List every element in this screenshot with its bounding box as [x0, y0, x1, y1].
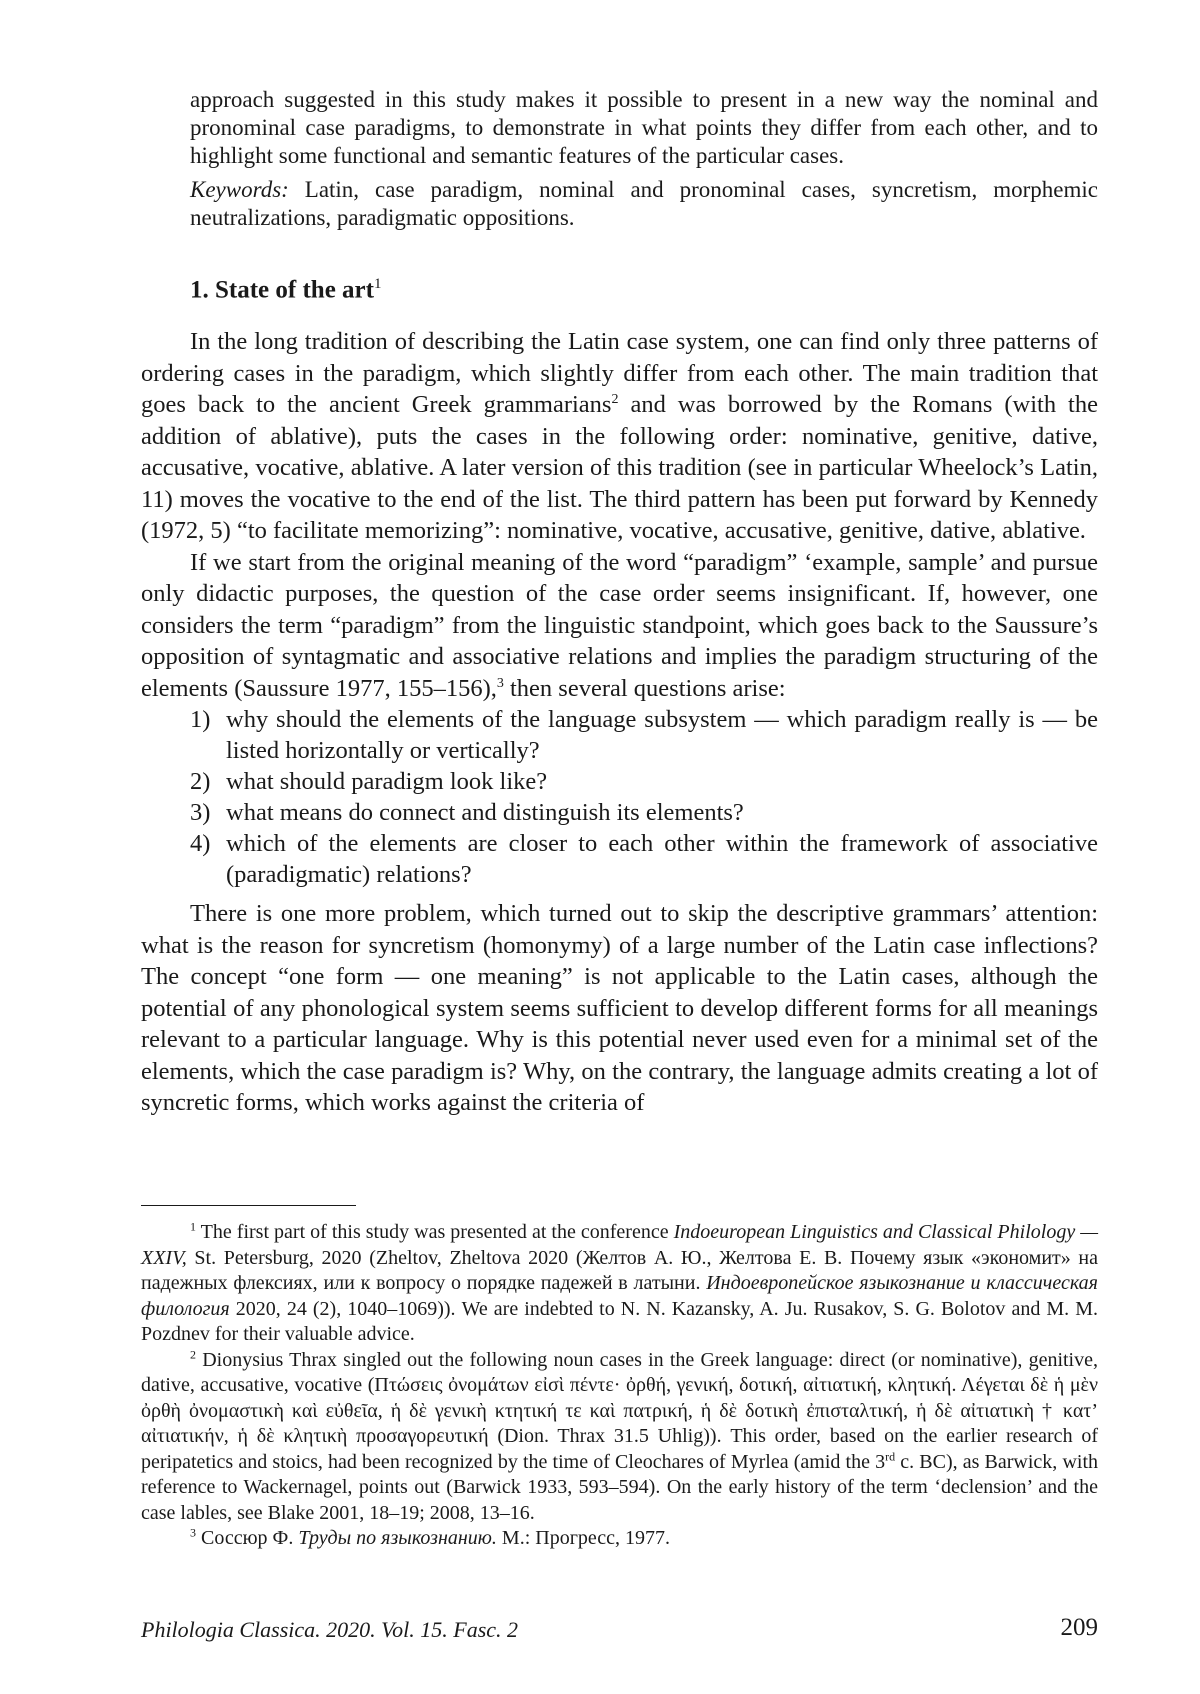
footnote-1	[141, 1220, 1098, 1348]
list-item	[141, 828, 1098, 890]
footnote-2-text-b: c. BC), as Barwick, with reference to Wackernagel, points out (Barwick 1933, 593–594). On the early history of the term ‘declension’ and the case lables, see Blake 2001, 18–19; 2008, 13–16.	[141, 1450, 1099, 1524]
list-item-text: what should paradigm look like?	[226, 768, 548, 795]
keywords-label: Keywords:	[190, 177, 289, 202]
footnote-2-ordinal: rd	[885, 1448, 896, 1463]
paragraph-1-part-a: In the long tradition of describing the Latin case system, one can find only three patterns of ordering cases in the paradigm, which slightly differ from each other. The main tradition that goes back to the ancient Greek grammarians	[141, 328, 1098, 418]
list-item-number: 1)	[190, 706, 211, 733]
footnote-1-text-b: St. Petersburg, 2020 (Zheltov, Zheltova 2020 (Желтов А. Ю., Желтова Е. В. Почему язык «экономит» на падежных флексиях, или к вопросу о порядке падежей в латыни.	[141, 1246, 1098, 1294]
list-item-text: what means do connect and distinguish its elements?	[226, 799, 744, 826]
footnote-3-text-b: М.: Прогресс, 1977.	[496, 1527, 671, 1549]
footnote-mark-3: 3	[190, 1525, 196, 1540]
section-heading	[190, 276, 381, 304]
journal-footer: Philologia Classica. 2020. Vol. 15. Fasc. 2	[141, 1617, 519, 1642]
list-item	[141, 797, 1098, 828]
footnote-3-text-a: Соссюр Ф.	[196, 1527, 299, 1549]
footnotes	[141, 1220, 1098, 1552]
footnote-2-text-a: Dionysius Thrax singled out the following noun cases in the Greek language: direct (or nominative), genitive, dative, accusative, vocative (Πτώσεις ὀνομάτων εἰσὶ πέντε· ὀρθή, γενική, δοτική, αἰτιατική, κλητική. Λέγεται δὲ ἡ μὲν ὀρθὴ ὀνομαστικὴ καὶ εὐθεῖα, ἡ δὲ γενικὴ κτητική τε καὶ πατρική, ἡ δὲ δοτικὴ ἐπισταλτική, ἡ δὲ αἰτιατικὴ † κατ’ αἰτιατικήν, ἡ δὲ κλητικὴ προσαγορευτική (Dion. Thrax 31.5 Uhlig)). This order, based on the earlier research of peripatetics and stoics, had been recognized by the time of Cleochares of Myrlea (amid the 3	[141, 1348, 1098, 1473]
paragraph-1-part-b: and was borrowed by the Romans (with the addition of ablative), puts the cases in the following order: nominative, genitive, dative, accusative, vocative, ablative. A later version of this tradition (see in particular Wheelock’s Latin, 11) moves the vocative to the end of the list. The third pattern has been put forward by Kennedy (1972, 5) “to facilitate memorizing”: nominative, vocative, accusative, genitive, dative, ablative.	[141, 391, 1098, 544]
paragraph-1	[141, 326, 1098, 547]
question-list	[141, 704, 1098, 890]
list-item-text: which of the elements are closer to each other within the framework of associative (paradigmatic) relations?	[226, 830, 1098, 888]
list-item-number: 3)	[190, 799, 211, 826]
abstract	[190, 86, 1098, 232]
footnote-ref-2[interactable]: 2	[611, 391, 619, 407]
paragraph-2-part-a: If we start from the original meaning of the word “paradigm” ‘example, sample’ and pursue only didactic purposes, the question of the case order seems insignificant. If, however, one considers the term “paradigm” from the linguistic standpoint, which goes back to the Saussure’s opposition of syntagmatic and associative relations and implies the paradigm structuring of the elements (Saussure 1977, 155–156),	[141, 548, 1098, 702]
footnote-mark-2: 2	[190, 1346, 196, 1361]
section-title: 1. State of the art	[190, 276, 374, 304]
list-item-number: 4)	[190, 830, 211, 857]
footnote-1-italic-b: Индоевропейское языкознание и классическая филология	[141, 1272, 1098, 1320]
footnote-3	[141, 1526, 1098, 1552]
footnote-mark-1: 1	[190, 1219, 196, 1234]
list-item	[141, 766, 1098, 797]
paragraph-3: There is one more problem, which turned out to skip the descriptive grammars’ attention: what is the reason for syncretism (homonymy) of a large number of the Latin case inflections? The concept “one form — one meaning” is not applicable to the Latin cases, although the potential of any phonological system seems sufficient to develop different forms for all meanings relevant to a particular language. Why is this potential never used even for a minimal set of the elements, which the case paradigm is? Why, on the contrary, the language admits creating a lot of syncretic forms, which works against the criteria of	[141, 900, 1098, 1116]
keywords-text: Latin, case paradigm, nominal and pronominal cases, syncretism, morphemic neutralizations, paradigmatic oppositions.	[190, 177, 1098, 230]
paragraph-2-part-b: then several questions arise:	[503, 674, 786, 702]
list-item-number: 2)	[190, 768, 211, 795]
footnote-1-text-a: The first part of this study was presented at the conference	[196, 1221, 674, 1243]
footnote-divider	[141, 1205, 356, 1206]
list-item-text: why should the elements of the language subsystem — which paradigm really is — be listed horizontally or vertically?	[226, 706, 1098, 764]
footnote-2	[141, 1348, 1098, 1527]
footnote-ref-3[interactable]: 3	[496, 675, 504, 691]
footnote-1-text-c: 2020, 24 (2), 1040–1069)). We are indebted to N. N. Kazansky, A. Ju. Rusakov, S. G. Bolotov and M. M. Pozdnev for their valuable advice.	[141, 1297, 1098, 1345]
abstract-text: approach suggested in this study makes it possible to present in a new way the nominal and pronominal case paradigms, to demonstrate in what points they differ from each other, and to highlight some functional and semantic features of the particular cases.	[190, 87, 1098, 168]
paragraph-2	[141, 547, 1098, 705]
page-number: 209	[1060, 1614, 1098, 1641]
footnote-ref-1[interactable]: 1	[373, 276, 382, 292]
footnote-3-italic: Труды по языкознанию.	[298, 1527, 497, 1549]
footnote-1-italic-a: Indoeuropean Linguistics and Classical Philology — XXIV,	[141, 1221, 1099, 1269]
list-item	[141, 704, 1098, 766]
main-text	[141, 326, 1098, 1119]
keywords	[190, 176, 1098, 232]
